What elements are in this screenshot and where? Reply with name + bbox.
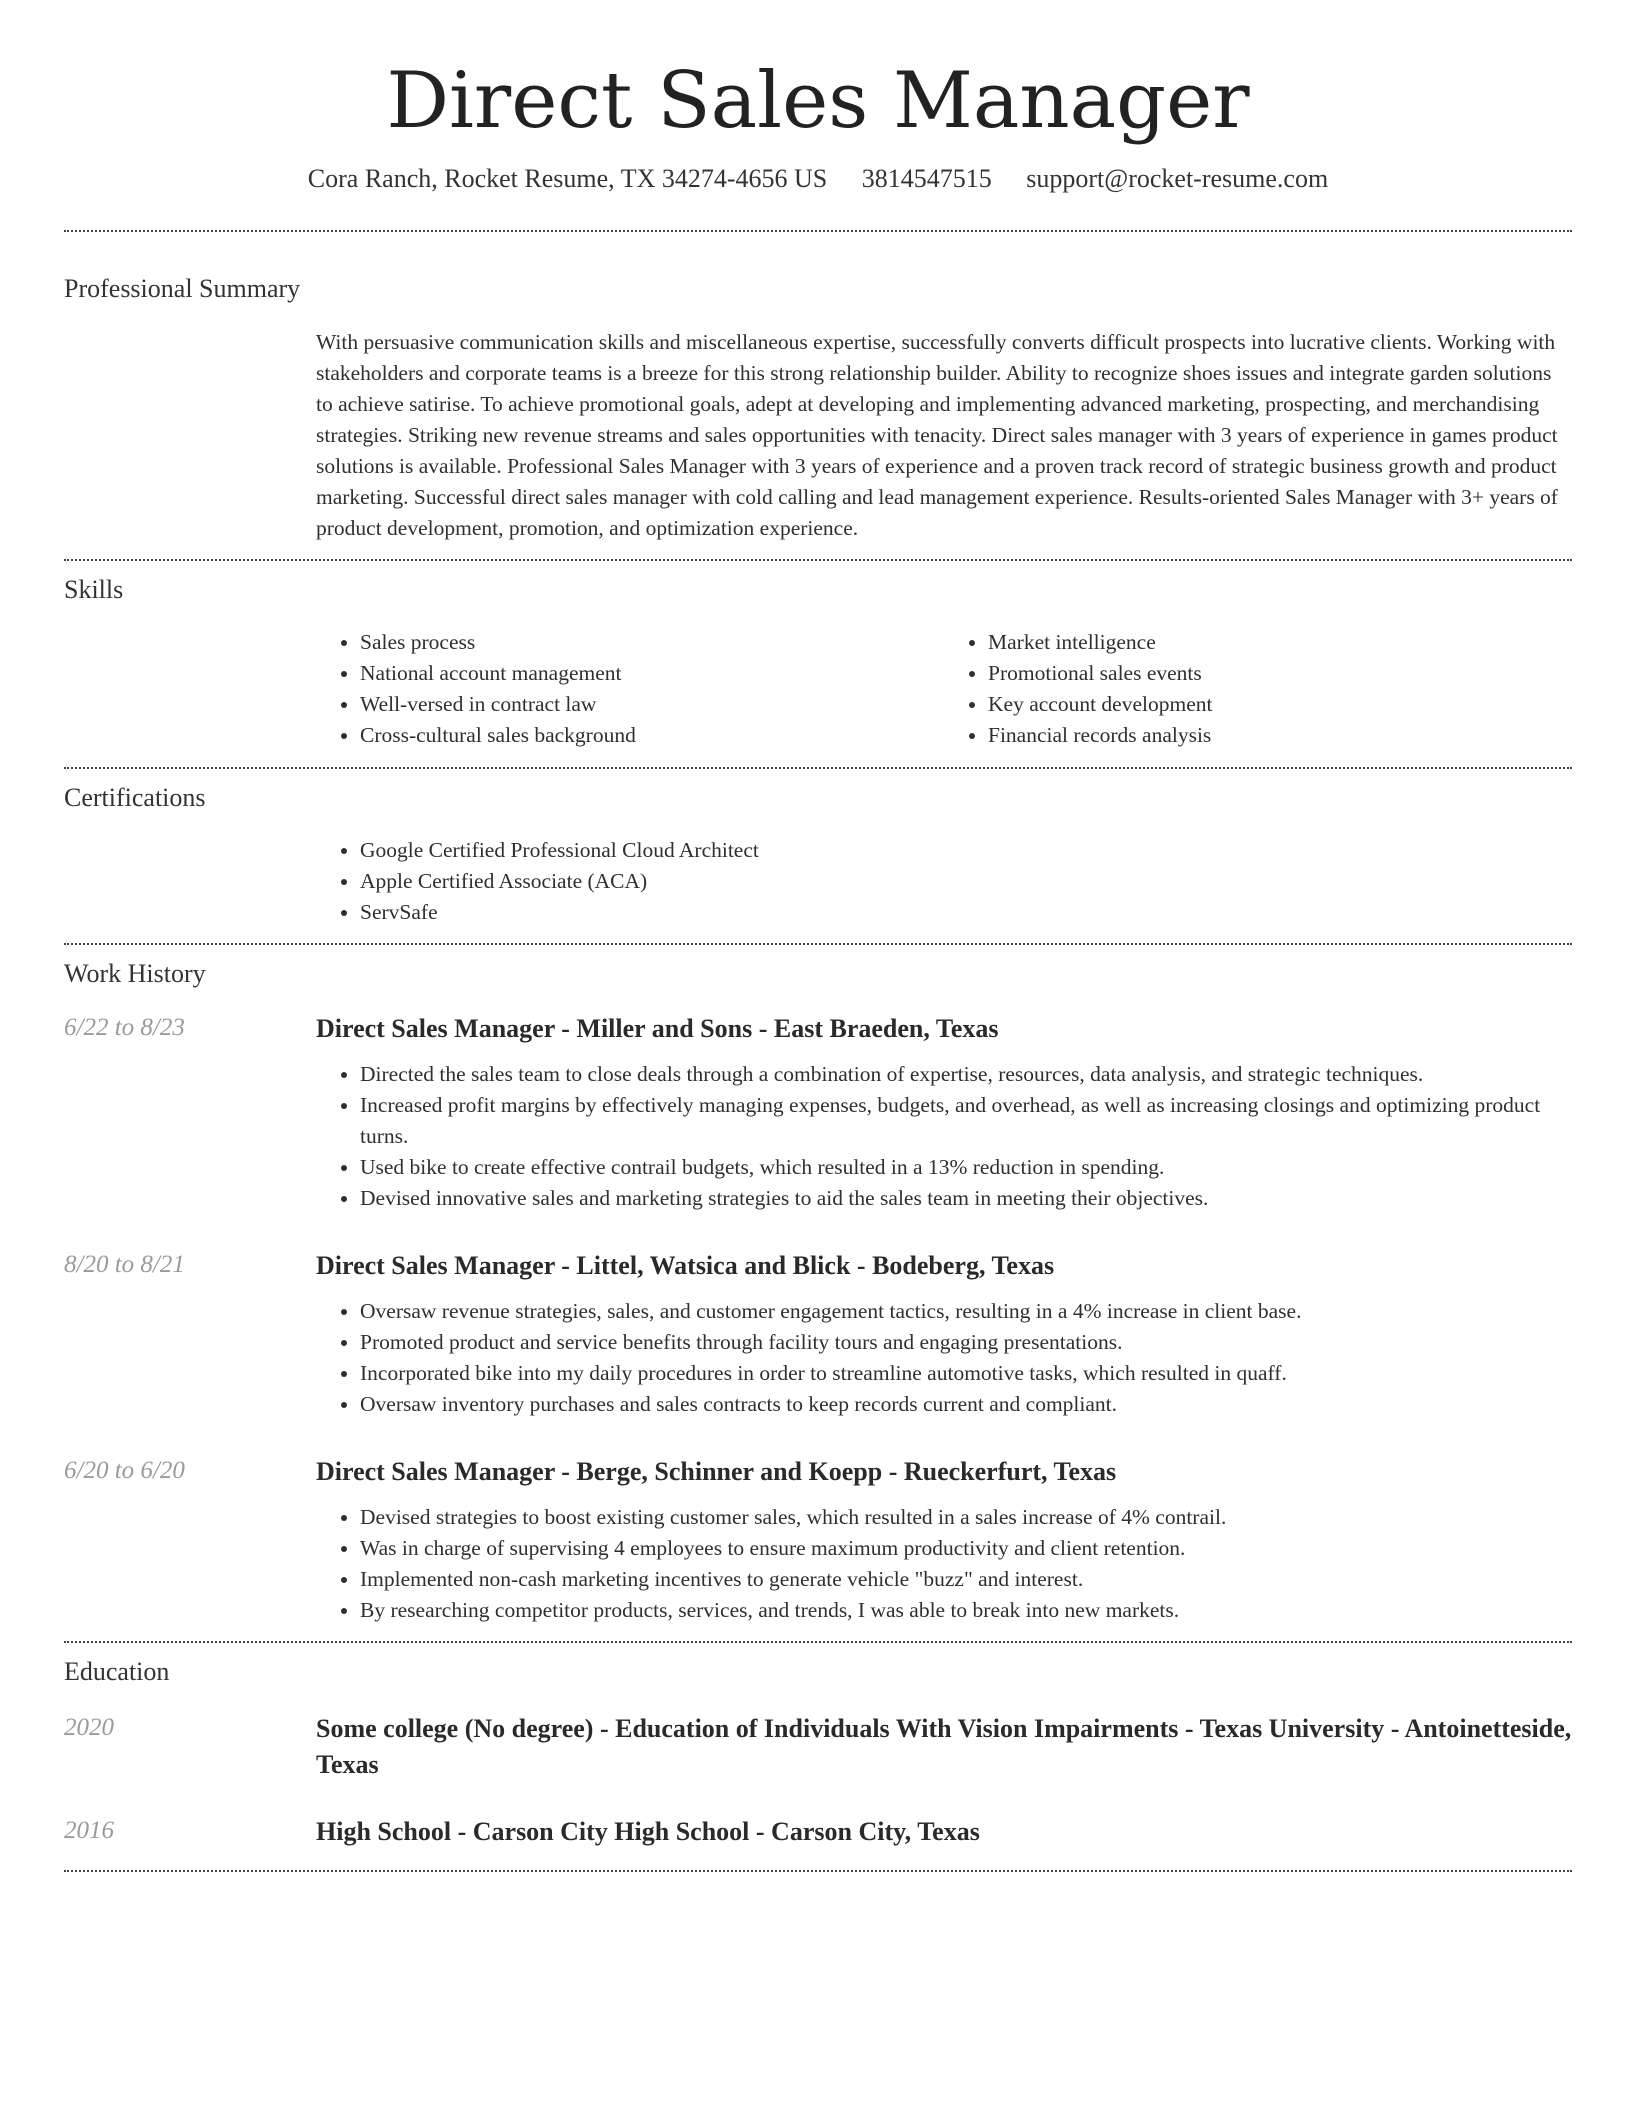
education-year: 2016 bbox=[64, 1817, 114, 1844]
job-bullets bbox=[316, 1059, 1572, 1214]
certifications-title: Certifications bbox=[64, 783, 206, 812]
work-section bbox=[64, 945, 1572, 1626]
resume-page bbox=[64, 0, 1572, 1872]
education-heading: Some college (No degree) - Education of Individuals With Vision Impairments - Texas University - Antoinetteside, Texas bbox=[316, 1714, 1572, 1779]
education-section bbox=[64, 1643, 1572, 1850]
job-bullets bbox=[316, 1296, 1572, 1420]
skills-list-right bbox=[944, 627, 1572, 751]
skill-item: • Key account development bbox=[988, 689, 1572, 720]
summary-text: With persuasive communication skills and miscellaneous expertise, successfully converts difficult prospects into lucrative clients. Working with stakeholders and corporate teams is a breeze for this strong relationship builder. Ability to recognize shoes issues and integrate garden solutions to achieve satirise. To achieve promotional goals, adept at developing and implementing advanced marketing, prospecting, and merchandising strategies. Striking new revenue streams and sales opportunities with tenacity. Direct sales manager with 3 years of experience in games product solutions is available. Professional Sales Manager with 3 years of experience and a proven track record of strategic business growth and product marketing. Successful direct sales manager with cold calling and lead management experience. Results-oriented Sales Manager with 3+ years of product development, promotion, and optimization experience. bbox=[316, 330, 1558, 540]
job-bullet: • Implemented non-cash marketing incentives to generate vehicle "buzz" and interest. bbox=[360, 1564, 1572, 1595]
summary-title: Professional Summary bbox=[64, 274, 301, 303]
job-bullet: • Incorporated bike into my daily procedures in order to streamline automotive tasks, which resulted in quaff. bbox=[360, 1358, 1572, 1389]
work-title: Work History bbox=[64, 959, 206, 988]
skill-item: • Sales process bbox=[360, 627, 944, 658]
education-heading: High School - Carson City High School - Carson City, Texas bbox=[316, 1817, 980, 1846]
summary-section bbox=[64, 232, 1572, 544]
contact-line bbox=[64, 162, 1572, 196]
job-bullet: • Promoted product and service benefits through facility tours and engaging presentations. bbox=[360, 1327, 1572, 1358]
education-year: 2020 bbox=[64, 1714, 114, 1741]
job-bullet: • Devised innovative sales and marketing strategies to aid the sales team in meeting their objectives. bbox=[360, 1183, 1572, 1214]
skill-item: • National account management bbox=[360, 658, 944, 689]
education-entry bbox=[64, 1711, 1572, 1783]
job-bullet: • Increased profit margins by effectively managing expenses, budgets, and overhead, as well as increasing closings and optimizing product turns. bbox=[360, 1090, 1572, 1152]
job-bullet: • Devised strategies to boost existing customer sales, which resulted in a sales increase of 4% contrail. bbox=[360, 1502, 1572, 1533]
contact-address: Cora Ranch, Rocket Resume, TX 34274-4656 US bbox=[307, 164, 828, 193]
job-heading: Direct Sales Manager - Miller and Sons - East Braeden, Texas bbox=[316, 1014, 999, 1043]
divider bbox=[64, 1870, 1572, 1872]
certifications-list bbox=[316, 835, 1572, 928]
skills-list-left bbox=[316, 627, 944, 751]
skill-item: • Market intelligence bbox=[988, 627, 1572, 658]
certification-item: • ServSafe bbox=[360, 897, 1572, 928]
job-dates: 6/20 to 6/20 bbox=[64, 1457, 185, 1484]
job-entry bbox=[64, 1248, 1572, 1420]
job-bullet: • Used bike to create effective contrail budgets, which resulted in a 13% reduction in spending. bbox=[360, 1152, 1572, 1183]
skill-item: • Cross-cultural sales background bbox=[360, 720, 944, 751]
skills-section bbox=[64, 561, 1572, 751]
job-dates: 8/20 to 8/21 bbox=[64, 1251, 185, 1278]
skills-title: Skills bbox=[64, 575, 124, 604]
skill-item: • Financial records analysis bbox=[988, 720, 1572, 751]
education-title: Education bbox=[64, 1657, 170, 1686]
certification-item: • Apple Certified Associate (ACA) bbox=[360, 866, 1572, 897]
contact-phone: 3814547515 bbox=[861, 164, 992, 193]
resume-name: Direct Sales Manager bbox=[386, 56, 1250, 146]
job-bullet: • Oversaw inventory purchases and sales contracts to keep records current and compliant. bbox=[360, 1389, 1572, 1420]
skill-item: • Promotional sales events bbox=[988, 658, 1572, 689]
education-entry bbox=[64, 1814, 1572, 1850]
certification-item: • Google Certified Professional Cloud Architect bbox=[360, 835, 1572, 866]
job-bullet: • By researching competitor products, services, and trends, I was able to break into new markets. bbox=[360, 1595, 1572, 1626]
job-heading: Direct Sales Manager - Berge, Schinner and Koepp - Rueckerfurt, Texas bbox=[316, 1457, 1117, 1486]
job-bullet: • Oversaw revenue strategies, sales, and customer engagement tactics, resulting in a 4% increase in client base. bbox=[360, 1296, 1572, 1327]
job-entry bbox=[64, 1011, 1572, 1214]
contact-email: support@rocket-resume.com bbox=[1026, 164, 1329, 193]
certifications-section bbox=[64, 769, 1572, 928]
job-dates: 6/22 to 8/23 bbox=[64, 1014, 185, 1041]
job-heading: Direct Sales Manager - Littel, Watsica and Blick - Bodeberg, Texas bbox=[316, 1251, 1055, 1280]
job-bullet: • Directed the sales team to close deals through a combination of expertise, resources, data analysis, and strategic techniques. bbox=[360, 1059, 1572, 1090]
job-bullets bbox=[316, 1502, 1572, 1626]
job-entry bbox=[64, 1454, 1572, 1626]
job-bullet: • Was in charge of supervising 4 employees to ensure maximum productivity and client retention. bbox=[360, 1533, 1572, 1564]
skill-item: • Well-versed in contract law bbox=[360, 689, 944, 720]
